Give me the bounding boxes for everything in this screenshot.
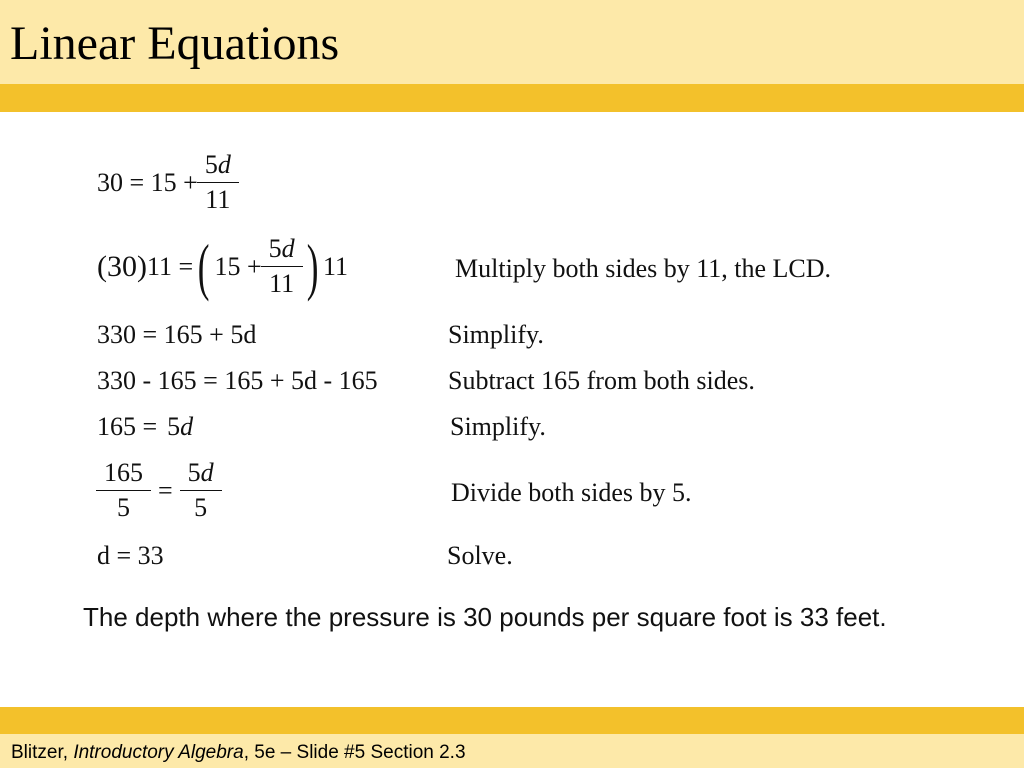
footer-author: Blitzer, [11, 742, 74, 763]
step-6-equals: = [158, 475, 173, 505]
equation-step-4 [97, 366, 378, 396]
step-2-rhs: 11 [322, 251, 349, 281]
step-4-note: Subtract 165 from both sides. [448, 366, 755, 395]
footer-bar [0, 734, 1024, 768]
step-6-note: Divide both sides by 5. [451, 478, 692, 507]
step-6-left-den: 5 [96, 490, 151, 523]
step-7-expr: d = 33 [97, 541, 164, 570]
right-paren: ) [306, 230, 319, 302]
step-2-note: Multiply both sides by 11, the LCD. [455, 254, 832, 283]
step-1-lhs: 30 = 15 + [97, 167, 198, 197]
step-2-frac-den: 11 [261, 266, 303, 299]
step-1-frac-num: 5 [204, 150, 218, 179]
equation-step-1 [97, 150, 238, 215]
step-5-lhs: 165 = [97, 412, 158, 441]
equation-step-2 [97, 230, 349, 302]
left-paren: ( [197, 230, 210, 302]
step-3-note: Simplify. [448, 320, 544, 349]
step-7-note: Solve. [447, 541, 513, 570]
slide-title: Linear Equations [10, 17, 340, 70]
step-6-right-num: 5 [187, 458, 201, 487]
step-2-inner: 15 + [214, 251, 262, 281]
step-5-num: 5 [167, 412, 181, 441]
conclusion-text: The depth where the pressure is 30 pounds per square foot is 33 feet. [83, 602, 887, 632]
step-1-frac-den: 11 [197, 182, 239, 215]
step-4-expr: 330 - 165 = 165 + 5d - 165 [97, 366, 378, 395]
footer-rest: , 5e – Slide #5 Section 2.3 [243, 742, 466, 763]
footer-citation [11, 742, 466, 764]
step-2-fraction [265, 234, 299, 299]
step-2-frac-num: 5 [268, 234, 282, 263]
step-6-right-fraction [184, 458, 218, 523]
equation-step-6 [97, 458, 221, 523]
footer-book: Introductory Algebra [73, 742, 244, 763]
equation-step-5 [97, 412, 193, 442]
step-2-lhs-b: 11 = [146, 251, 194, 281]
step-2-lhs-a: (30) [97, 249, 147, 283]
equation-step-3 [97, 320, 256, 350]
step-6-left-fraction [100, 458, 147, 523]
equation-step-7 [97, 541, 164, 571]
step-6-left-num: 165 [104, 458, 143, 487]
step-2-frac-var: d [281, 234, 295, 263]
step-1-frac-var: d [217, 150, 231, 179]
bottom-accent-band [0, 707, 1024, 734]
step-6-right-den: 5 [180, 490, 222, 523]
top-accent-band [0, 84, 1024, 112]
step-1-fraction [201, 150, 235, 215]
title-bar [0, 0, 1024, 84]
step-5-note: Simplify. [450, 412, 546, 441]
step-6-right-var: d [200, 458, 214, 487]
step-3-expr: 330 = 165 + 5d [97, 320, 257, 349]
step-5-var: d [180, 412, 194, 441]
